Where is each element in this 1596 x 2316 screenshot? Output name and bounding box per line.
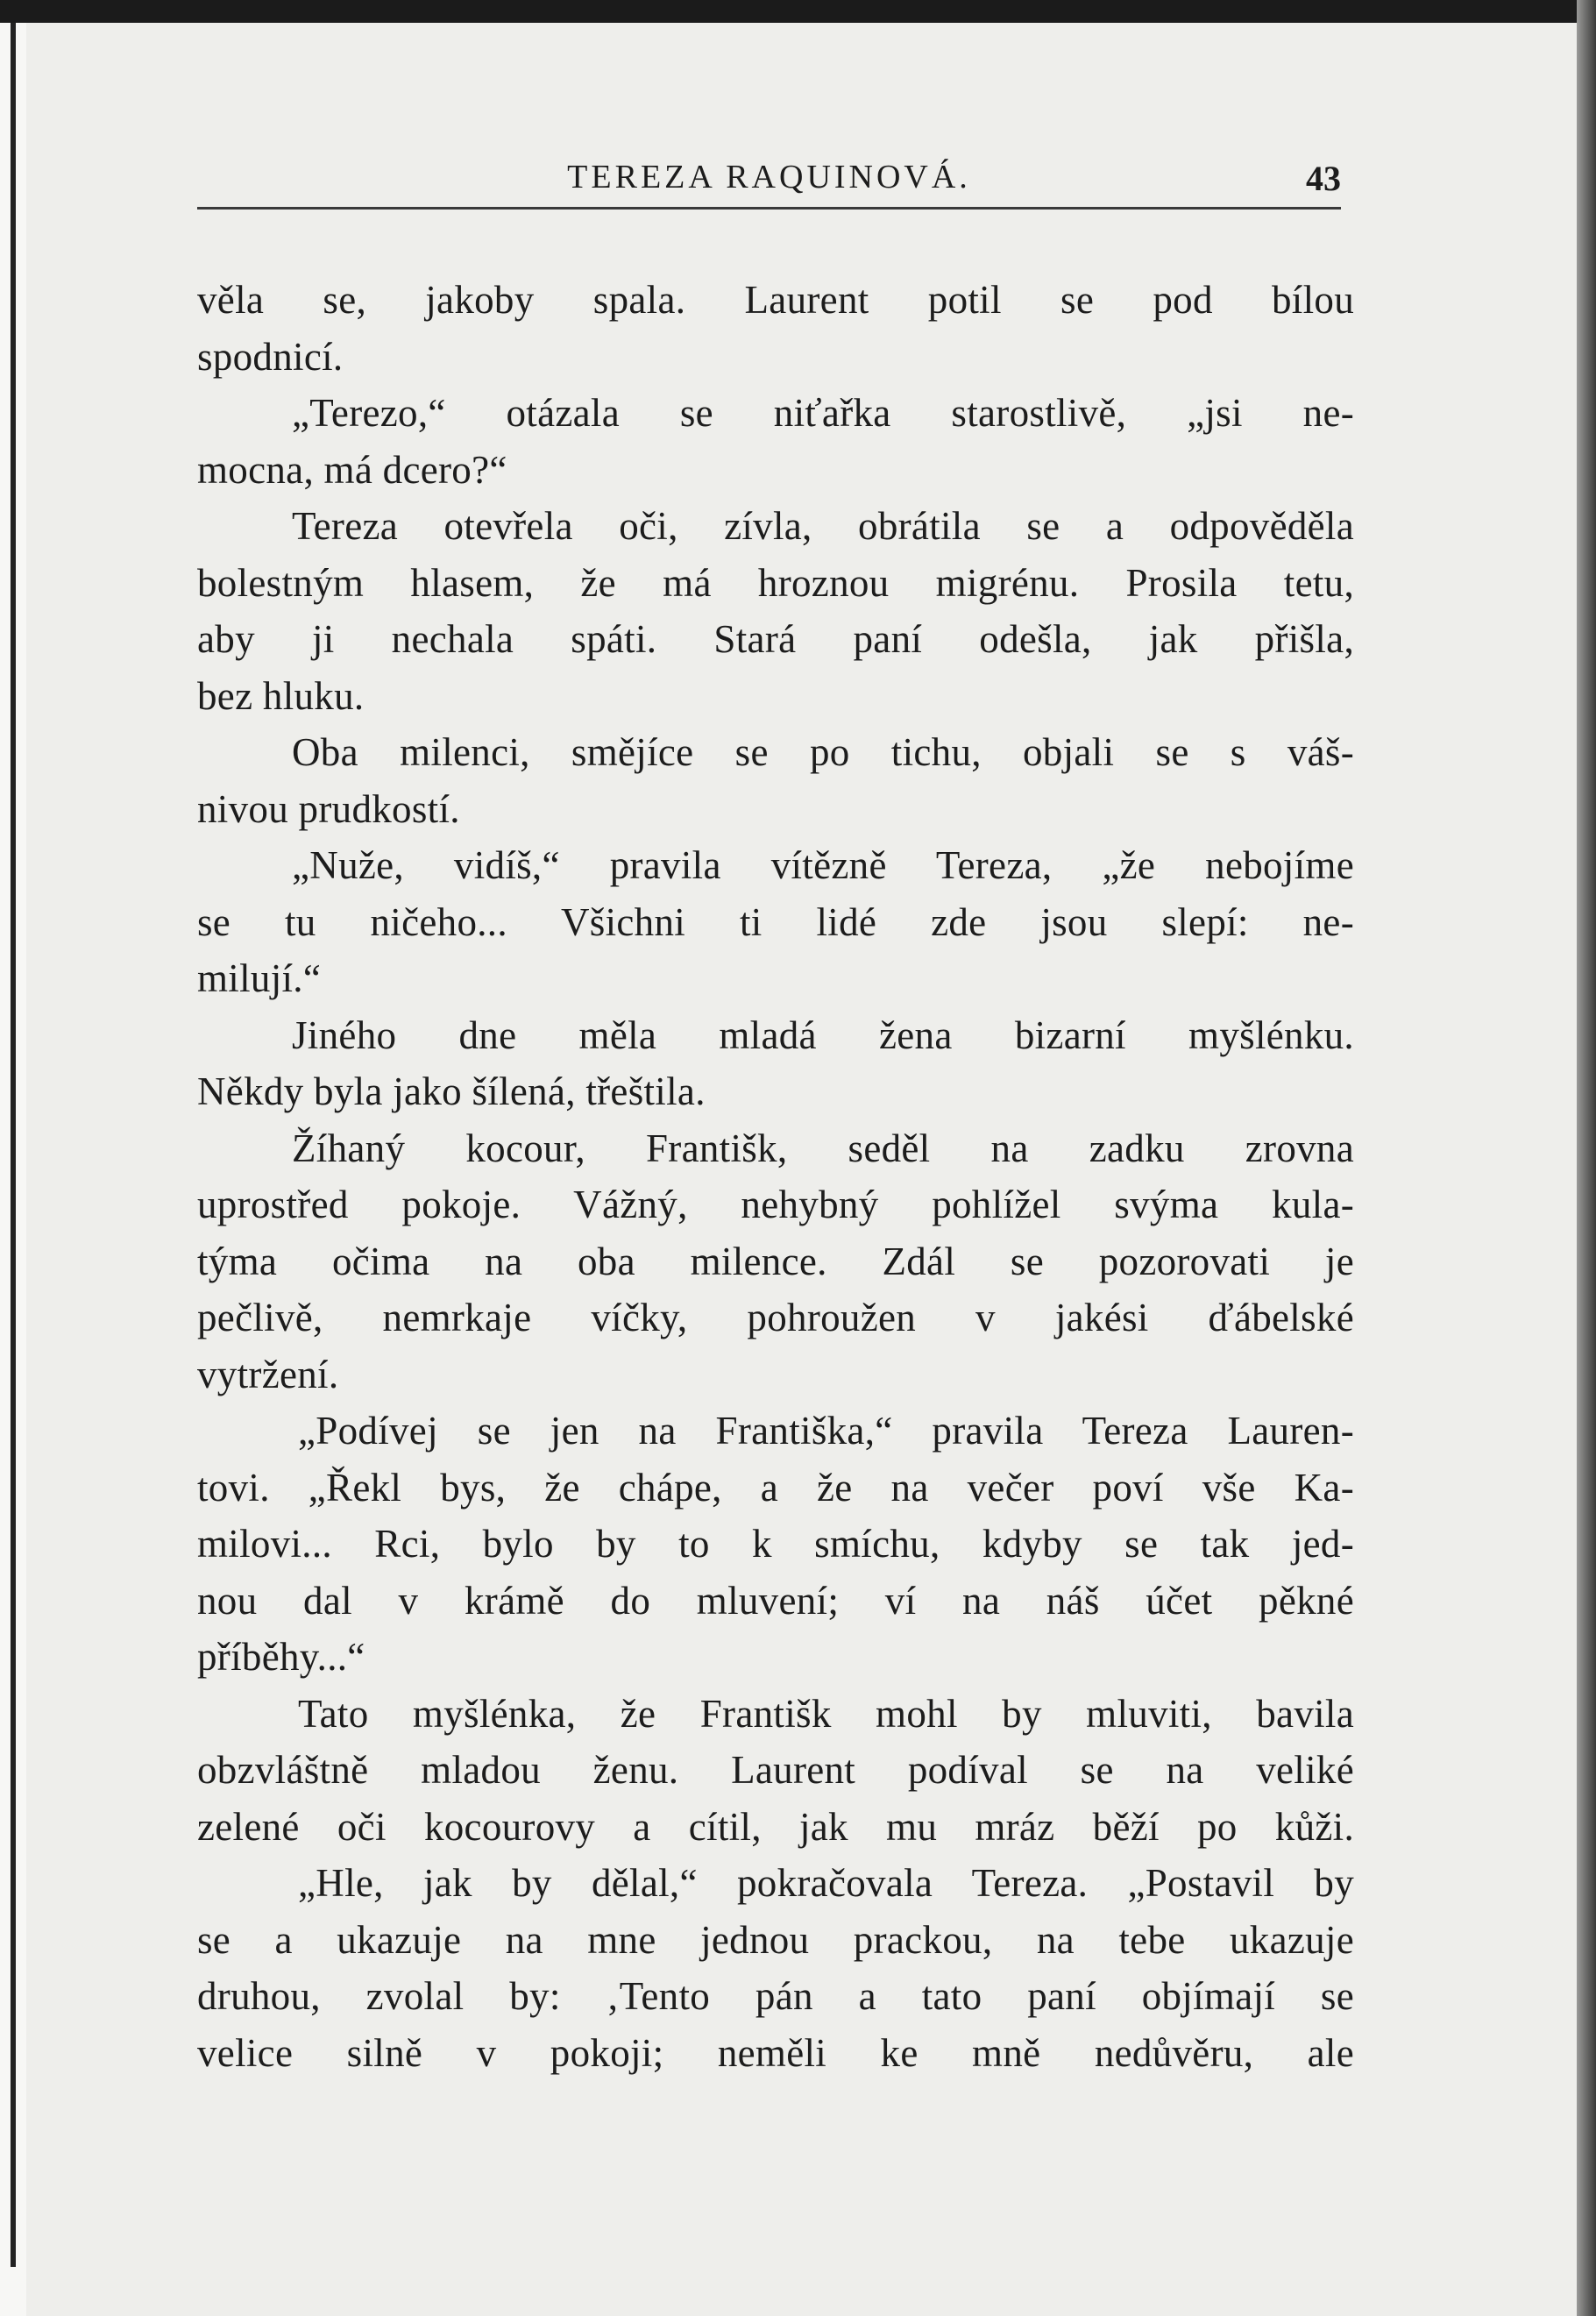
text-line: zelené oči kocourovy a cítil, jak mu mráz běží po kůži. bbox=[197, 1804, 1354, 1849]
text-line: tovi. „Řekl bys, že chápe, a že na večer poví vše Ka- bbox=[197, 1465, 1354, 1510]
top-scan-edge bbox=[0, 0, 1596, 23]
text-line: „Terezo,“ otázala se niťařka starostlivě, „jsi ne- bbox=[292, 391, 1354, 435]
text-line: mocna, má dcero?“ bbox=[197, 447, 507, 492]
text-line: pečlivě, nemrkaje víčky, pohroužen v jakési ďábelské bbox=[197, 1296, 1354, 1339]
page-number: 43 bbox=[1306, 159, 1341, 198]
text-line: velice silně v pokoji; neměli ke mně nedůvěru, ale bbox=[197, 2030, 1354, 2075]
text-line: aby ji nechala spáti. Stará paní odešla, jak přišla, bbox=[197, 617, 1354, 661]
text-line: bez hluku. bbox=[197, 673, 365, 718]
text-line: Tato myšlénka, že Františk mohl by mluviti, bavila bbox=[298, 1691, 1354, 1736]
text-line: Žíhaný kocour, Františk, seděl na zadku zrovna bbox=[292, 1126, 1354, 1170]
text-line: se a ukazuje na mne jednou prackou, na tebe ukazuje bbox=[197, 1917, 1354, 1962]
text-line: milovi... Rci, bylo by to k smíchu, kdyby se tak jed- bbox=[197, 1522, 1354, 1566]
text-line: „Nuže, vidíš,“ pravila vítězně Tereza, „že nebojíme bbox=[292, 843, 1354, 887]
text-line: nou dal v krámě do mluvení; ví na náš účet pěkné bbox=[197, 1578, 1354, 1623]
right-scan-edge bbox=[1577, 0, 1596, 2316]
text-line: Někdy byla jako šílená, třeštila. bbox=[197, 1069, 706, 1113]
running-title: TEREZA RAQUINOVÁ. bbox=[567, 159, 971, 195]
text-line: obzvláštně mladou ženu. Laurent podíval se na veliké bbox=[197, 1748, 1354, 1792]
text-line: se tu ničeho... Všichni ti lidé zde jsou slepí: ne- bbox=[197, 899, 1354, 944]
text-line: týma očima na oba milence. Zdál se pozorovati je bbox=[197, 1239, 1354, 1283]
text-line: „Podívej se jen na Františka,“ pravila Tereza Lauren- bbox=[298, 1409, 1354, 1453]
text-line: Jiného dne měla mladá žena bizarní myšlénku. bbox=[292, 1012, 1354, 1057]
text-line: Oba milenci, smějíce se po tichu, objali se s váš- bbox=[292, 730, 1354, 774]
text-line: bolestným hlasem, že má hroznou migrénu. Prosila tetu, bbox=[197, 560, 1354, 605]
binding-edge-line bbox=[11, 23, 16, 2267]
body-text bbox=[197, 272, 1354, 2081]
text-line: spodnicí. bbox=[197, 334, 344, 379]
text-line: příběhy...“ bbox=[197, 1635, 365, 1679]
text-line: druhou, zvolal by: ‚Tento pán a tato paní objímají se bbox=[197, 1974, 1354, 2018]
text-line: uprostřed pokoje. Vážný, nehybný pohlížel svýma kula- bbox=[197, 1183, 1354, 1226]
text-line: milují.“ bbox=[197, 956, 322, 1000]
text-line: Tereza otevřela oči, zívla, obrátila se a odpověděla bbox=[292, 504, 1354, 548]
running-header bbox=[197, 154, 1341, 210]
text-line: věla se, jakoby spala. Laurent potil se pod bílou bbox=[197, 278, 1354, 322]
text-line: „Hle, jak by dělal,“ pokračovala Tereza. „Postavil by bbox=[298, 1861, 1354, 1905]
text-line: vytržení. bbox=[197, 1352, 339, 1396]
text-line: nivou prudkostí. bbox=[197, 786, 460, 831]
